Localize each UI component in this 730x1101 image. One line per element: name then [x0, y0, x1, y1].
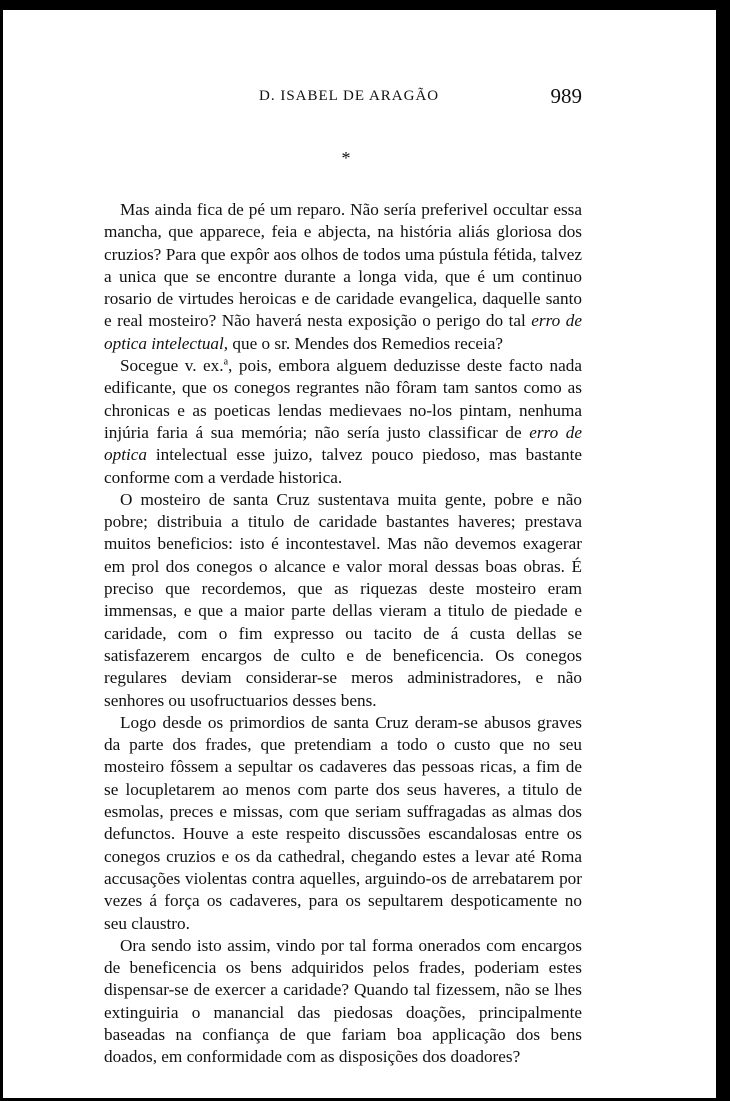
paragraph-1-italic: erro de optica intelectual, [104, 311, 582, 353]
paragraph-2-text-b: , pois, embora alguem deduzisse deste facto nada edificante, que os conegos regrantes não fôram tam santos como as chronicas e as poeticas lendas medievaes no-los pintam, nenhuma injúria faria á sua memória; não sería justo classificar de [104, 356, 582, 442]
scan-border-top [0, 0, 730, 10]
book-page [104, 84, 582, 1069]
paragraph-5: Ora sendo isto assim, vindo por tal forma onerados com encargos de beneficencia os bens adquiridos pelos frades, poderiam estes dispensar-se de exercer a caridade? Quando tal fizessem, não se lhes extinguiria o manancial das piedosas doações, principalmente baseadas na confiança de que fariam boa applicação dos bens doados, em conformidade com as disposições dos doadores? [104, 935, 582, 1067]
paragraph-2-italic: erro de optica [104, 422, 582, 465]
paragraph-3: O mosteiro de santa Cruz sustentava muita gente, pobre e não pobre; distribuia a titulo de caridade bastantes haveres; prestava muitos beneficios: isto é incontestavel. Mas não devemos exagerar em prol dos conegos o alcance e valor moral dessas boas obras. É preciso que recordemos, que as riquezas deste mosteiro eram immensas, e que a maior parte dellas vieram a titulo de piedade e caridade, com o fim expresso ou tacito de á custa dellas se satisfazerem encargos de culto e de beneficencia. Os conegos regulares deviam considerar-se meros administradores, e não senhores ou usofructuarios desses bens. [104, 489, 582, 710]
body-text [104, 199, 582, 1069]
paragraph-1 [104, 199, 582, 355]
page-number: 989 [550, 84, 582, 108]
paragraph-2 [104, 355, 582, 489]
paragraph-2-text-a: Socegue v. ex. [120, 356, 224, 376]
section-ornament: * [341, 148, 351, 168]
paragraph-1-text-a: Mas ainda fica de pé um reparo. Não sería preferivel occultar essa mancha, que apparece, feia e abjecta, na história aliás gloriosa dos cruzios? Para que expôr aos olhos de todos uma pústula fétida, talvez a unica que se encontre durante a longa vida, que é um continuo rosario de virtudes heroicas e de caridade evangelica, daquelle santo e real mosteiro? Não haverá nesta exposição o perigo do tal [104, 200, 582, 331]
paragraph-2-superscript: a [223, 356, 229, 368]
paragraph-4: Logo desde os primordios de santa Cruz deram-se abusos graves da parte dos frades, que pretendiam a todo o custo que no seu mosteiro fôssem a sepultar os cadaveres das pessoas ricas, a fim de se locupletarem ao menos com parte dos seus haveres, a titulo de esmolas, preces e missas, com que seriam suffragadas as almas dos defunctos. Houve a este respeito discussões escandalosas entre os conegos cruzios e os da cathedral, chegando estes a levar até Roma accusações violentas contra aquelles, arguindo-os de arrebatarem por vezes á força os cadaveres, para os sepultarem despoticamente no seu claustro. [104, 712, 582, 933]
scan-border-right [716, 0, 730, 1101]
paragraph-1-text-b: que o sr. Mendes dos Remedios receia? [228, 333, 504, 353]
running-title: D. ISABEL DE ARAGÃO [259, 88, 440, 104]
scan-border-left [0, 0, 3, 1101]
paragraph-2-text-c: intelectual esse juizo, talvez pouco piedoso, mas bastante conforme com a verdade historica. [104, 445, 582, 487]
running-head [104, 84, 582, 114]
